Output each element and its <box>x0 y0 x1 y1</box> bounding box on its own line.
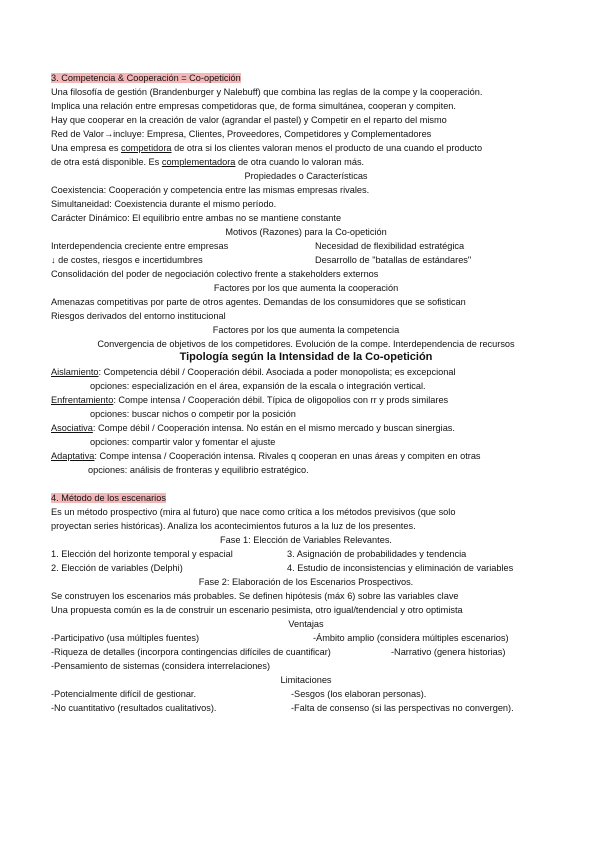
list-item: Convergencia de objetivos de los competidores. Evolución de la compe. Interdependencia de recursos <box>97 339 515 349</box>
col-left: Interdependencia creciente entre empresas <box>51 241 229 251</box>
list-item: Riesgos derivados del entorno institucional <box>51 311 226 321</box>
tipologia-desc: : Compe intensa / Cooperación débil. Típica de oligopolios con rr y prods similares <box>113 395 449 405</box>
two-col-line <box>51 688 561 700</box>
subheading-ventajas: Ventajas <box>288 619 324 629</box>
subheading-limitaciones: Limitaciones <box>280 675 332 685</box>
col-left: ↓ de costes, riesgos e incertidumbres <box>51 255 203 265</box>
tipologia-item <box>51 422 561 434</box>
subheading-propiedades: Propiedades o Características <box>244 171 368 181</box>
col-left: -Participativo (usa múltiples fuentes) <box>51 633 200 643</box>
paragraph-line: Implica una relación entre empresas competidoras que, de forma simultánea, cooperan y compiten. <box>51 101 456 111</box>
list-item: -Pensamiento de sistemas (considera interrelaciones) <box>51 661 271 671</box>
paragraph-line: Una propuesta común es la de construir un escenario pesimista, otro igual/tendencial y otro optimista <box>51 605 463 615</box>
paragraph-line: Se construyen los escenarios más probables. Se definen hipótesis (máx 6) sobre las variables clave <box>51 591 459 601</box>
col-left: -Potencialmente difícil de gestionar. <box>51 689 197 699</box>
col-right: -Ámbito amplio (considera múltiples escenarios) <box>313 633 509 643</box>
paragraph-line: proyectan series históricas). Analiza los acontecimientos futuros a la luz de los presentes. <box>51 521 416 531</box>
term-competidora: competidora <box>120 143 172 153</box>
list-item: Amenazas competitivas por parte de otros agentes. Demandas de los consumidores que se sofistican <box>51 297 466 307</box>
section-4-title: 4. Método de los escenarios <box>51 493 166 503</box>
col-right: -Falta de consenso (si las perspectivas no convergen). <box>291 703 514 713</box>
col-left: 2. Elección de variables (Delphi) <box>51 563 183 573</box>
subheading-competencia: Factores por los que aumenta la competencia <box>212 325 400 335</box>
col-right: Necesidad de flexibilidad estratégica <box>315 241 465 251</box>
tipologia-item <box>51 366 561 378</box>
text-fragment: Una empresa es <box>51 143 121 153</box>
term-complementadora: complementadora <box>161 157 236 167</box>
tipologia-desc: : Compe intensa / Cooperación intensa. Rivales q cooperan en unas áreas y compiten en otras <box>94 451 481 461</box>
subheading-motivos: Motivos (Razones) para la Co-opetición <box>225 227 387 237</box>
tipologia-options: opciones: análisis de fronteras y equilibrio estratégico. <box>88 465 309 475</box>
tipologia-name: Asociativa <box>51 423 93 433</box>
paragraph-line: Es un método prospectivo (mira al futuro) que nace como crítica a los métodos previsivos (que solo <box>51 507 456 517</box>
section-3-title-line <box>51 72 561 84</box>
text-fragment: de otra está disponible. Es <box>51 157 162 167</box>
two-col-line <box>51 632 561 644</box>
tipologia-desc: : Compe débil / Cooperación intensa. No están en el mismo mercado y buscan sinergias. <box>92 423 455 433</box>
section-4-title-line <box>51 492 561 504</box>
list-item: Simultaneidad: Coexistencia durante el mismo período. <box>51 199 277 209</box>
list-item: Coexistencia: Cooperación y competencia entre las mismas empresas rivales. <box>51 185 370 195</box>
subheading-tipologia: Tipología según la Intensidad de la Co-opetición <box>179 351 433 363</box>
section-3-title: 3. Competencia & Cooperación = Co-opetición <box>51 73 241 83</box>
definition-line <box>51 156 561 168</box>
subheading-fase1: Fase 1: Elección de Variables Relevantes. <box>220 535 392 545</box>
two-col-line <box>51 548 561 560</box>
two-col-line <box>51 646 561 658</box>
tipologia-options: opciones: compartir valor y fomentar el ajuste <box>90 437 276 447</box>
col-left: 1. Elección del horizonte temporal y espacial <box>51 549 233 559</box>
tipologia-name: Aislamiento <box>51 367 99 377</box>
col-right: -Sesgos (los elaboran personas). <box>291 689 427 699</box>
col-right: Desarrollo de "batallas de estándares" <box>315 255 472 265</box>
tipologia-name: Adaptativa <box>51 451 95 461</box>
two-col-line <box>51 254 561 266</box>
two-col-line <box>51 702 561 714</box>
col-right: 3. Asignación de probabilidades y tendencia <box>287 549 467 559</box>
list-item: Carácter Dinámico: El equilibrio entre ambas no se mantiene constante <box>51 213 342 223</box>
two-col-line <box>51 562 561 574</box>
col-right: 4. Estudio de inconsistencias y eliminación de variables <box>287 563 514 573</box>
definition-line <box>51 142 561 154</box>
paragraph-line: Una filosofía de gestión (Brandenburger y Nalebuff) que combina las reglas de la compe y la cooperación. <box>51 87 483 97</box>
tipologia-options: opciones: buscar nichos o competir por la posición <box>90 409 296 419</box>
col-right: -Narrativo (genera historias) <box>391 647 506 657</box>
subheading-fase2: Fase 2: Elaboración de los Escenarios Prospectivos. <box>198 577 414 587</box>
subheading-cooperacion: Factores por los que aumenta la cooperación <box>213 283 399 293</box>
tipologia-item <box>51 394 561 406</box>
col-left: -No cuantitativo (resultados cualitativos). <box>51 703 217 713</box>
text-fragment: de otra cuando lo valoran más. <box>235 157 365 167</box>
paragraph-line: Red de Valor→incluye: Empresa, Clientes, Proveedores, Competidores y Complementadores <box>51 129 432 139</box>
tipologia-desc: : Competencia débil / Cooperación débil. Asociada a poder monopolista; es excepcional <box>98 367 456 377</box>
col-left: -Riqueza de detalles (incorpora contingencias difíciles de cuantificar) <box>51 647 331 657</box>
tipologia-options: opciones: especialización en el área, expansión de la escala o integración vertical. <box>90 381 426 391</box>
two-col-line <box>51 240 561 252</box>
paragraph-line: Hay que cooperar en la creación de valor (agrandar el pastel) y Competir en el reparto del mismo <box>51 115 447 125</box>
tipologia-name: Enfrentamiento <box>51 395 114 405</box>
tipologia-item <box>51 450 561 462</box>
text-fragment: de otra si los clientes valoran menos el producto de una cuando el producto <box>171 143 483 153</box>
list-item: Consolidación del poder de negociación colectivo frente a stakeholders externos <box>51 269 379 279</box>
